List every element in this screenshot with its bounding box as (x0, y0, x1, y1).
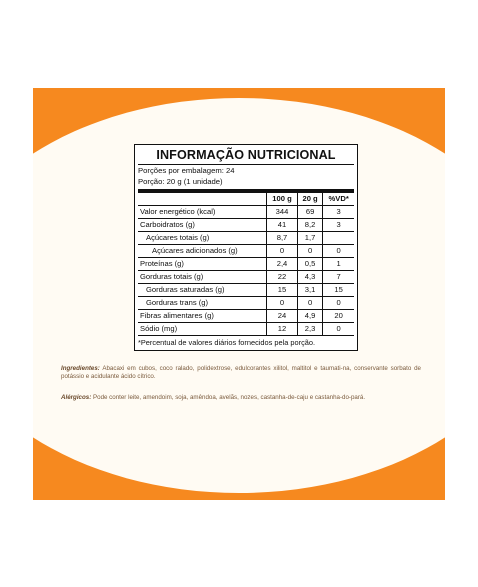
value-vd: 0 (323, 323, 354, 336)
value-20g: 0 (297, 297, 322, 310)
value-20g: 8,2 (297, 219, 322, 232)
value-20g: 0,5 (297, 258, 322, 271)
header-20g: 20 g (297, 193, 322, 206)
value-vd (323, 232, 354, 245)
nutrition-title: INFORMAÇÃO NUTRICIONAL (138, 148, 354, 165)
nutrition-row (138, 258, 354, 271)
allergens-label: Alérgicos: (61, 394, 92, 401)
nutrient-label: Açúcares totais (g) (138, 232, 267, 245)
serving-size: Porção: 20 g (1 unidade) (138, 176, 223, 186)
nutrient-label: Proteínas (g) (138, 258, 267, 271)
value-20g: 0 (297, 245, 322, 258)
ingredients-text: Abacaxi em cubos, coco ralado, polidextrose, edulcorantes xilitol, maltitol e taumati-na, conservante sorbato de potássio e acidulante ácido cítrico. (61, 365, 421, 381)
value-20g: 1,7 (297, 232, 322, 245)
value-20g: 2,3 (297, 323, 322, 336)
nutrient-label: Sódio (mg) (138, 323, 267, 336)
nutrition-row (138, 219, 354, 232)
nutrient-label: Fibras alimentares (g) (138, 310, 267, 323)
nutrient-label: Açúcares adicionados (g) (138, 245, 267, 258)
value-vd: 0 (323, 245, 354, 258)
nutrition-row (138, 271, 354, 284)
value-100g: 24 (267, 310, 298, 323)
nutrition-facts-table (134, 144, 358, 351)
nutrient-label: Carboidratos (g) (138, 219, 267, 232)
header-row (138, 193, 354, 206)
nutrition-row (138, 310, 354, 323)
value-100g: 22 (267, 271, 298, 284)
nutrition-row (138, 297, 354, 310)
nutrition-row (138, 284, 354, 297)
value-vd: 15 (323, 284, 354, 297)
value-vd: 7 (323, 271, 354, 284)
servings-per-package: Porções por embalagem: 24 (138, 166, 235, 175)
value-vd: 0 (323, 297, 354, 310)
allergens-text: Pode conter leite, amendoim, soja, amêndoa, avelãs, nozes, castanha-de-caju e castanha-do-pará. (93, 394, 366, 401)
header-100g: 100 g (267, 193, 298, 206)
value-20g: 3,1 (297, 284, 322, 297)
value-100g: 12 (267, 323, 298, 336)
value-100g: 2,4 (267, 258, 298, 271)
ingredients-label: Ingredientes: (61, 365, 100, 372)
nutrition-row (138, 232, 354, 245)
value-vd: 3 (323, 206, 354, 219)
nutrition-footnote: *Percentual de valores diários fornecidos pela porção. (138, 338, 316, 347)
allergens-paragraph (61, 394, 421, 402)
value-100g: 0 (267, 245, 298, 258)
nutrient-label: Gorduras totais (g) (138, 271, 267, 284)
value-100g: 344 (267, 206, 298, 219)
value-100g: 8,7 (267, 232, 298, 245)
value-20g: 4,3 (297, 271, 322, 284)
nutrient-label: Valor energético (kcal) (138, 206, 267, 219)
nutrition-row (138, 245, 354, 258)
nutrition-row (138, 323, 354, 336)
nutrition-grid (138, 193, 354, 336)
value-vd: 20 (323, 310, 354, 323)
value-100g: 15 (267, 284, 298, 297)
nutrient-label: Gorduras saturadas (g) (138, 284, 267, 297)
value-20g: 69 (297, 206, 322, 219)
header-label (138, 193, 267, 206)
value-vd: 3 (323, 219, 354, 232)
ingredients-paragraph (61, 365, 421, 382)
nutrient-label: Gorduras trans (g) (138, 297, 267, 310)
value-100g: 41 (267, 219, 298, 232)
value-20g: 4,9 (297, 310, 322, 323)
value-vd: 1 (323, 258, 354, 271)
header-vd: %VD* (323, 193, 354, 206)
value-100g: 0 (267, 297, 298, 310)
nutrition-row (138, 206, 354, 219)
